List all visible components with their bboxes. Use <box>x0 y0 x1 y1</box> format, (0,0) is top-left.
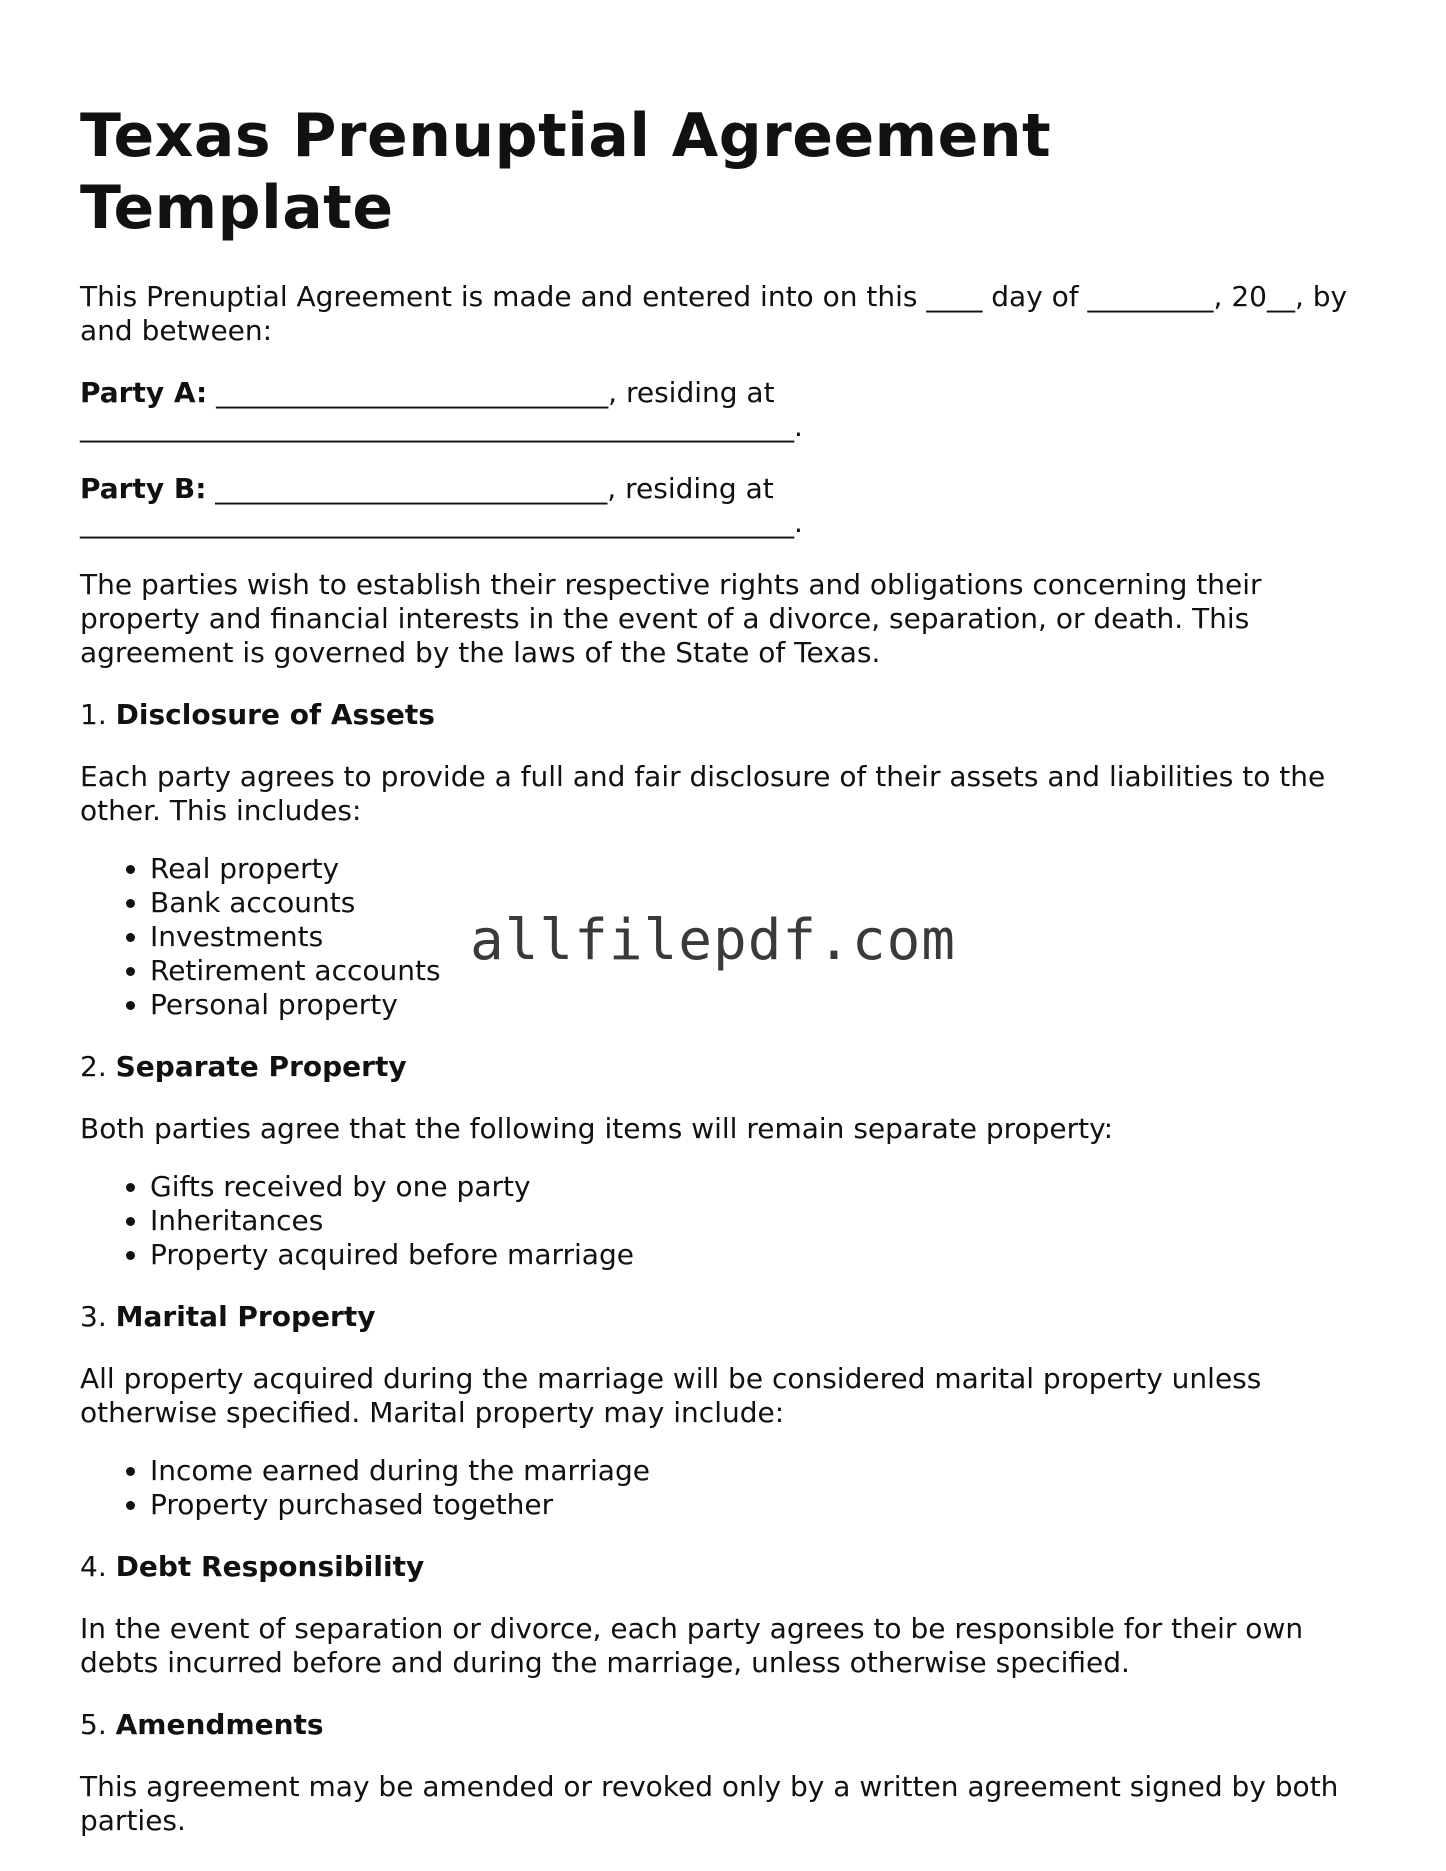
section-number: 4. <box>80 1550 107 1583</box>
party-b-name-blank: ____________________________, residing at <box>206 472 774 505</box>
section-3-text: All property acquired during the marriage will be considered marital property unless otherwise specified. Marital property may include: <box>80 1362 1262 1429</box>
list-item: • Investments <box>150 920 1380 954</box>
list-item: • Personal property <box>150 988 1380 1022</box>
section-title: Amendments <box>115 1708 324 1741</box>
section-title: Debt Responsibility <box>115 1550 425 1583</box>
section-number: 3. <box>80 1300 107 1333</box>
section-number: 2. <box>80 1050 107 1083</box>
list-item: • Property acquired before marriage <box>150 1238 1380 1272</box>
list-item: • Real property <box>150 852 1380 886</box>
list-item: • Inheritances <box>150 1204 1380 1238</box>
party-b-block <box>80 472 1380 540</box>
party-b-address-blank: ___________________________________________________. <box>80 506 803 539</box>
list-item: • Property purchased together <box>150 1488 1380 1522</box>
section-title: Marital Property <box>115 1300 376 1333</box>
section-5-text: This agreement may be amended or revoked only by a written agreement signed by both parties. <box>80 1770 1339 1837</box>
section-5-heading <box>80 1708 1380 1742</box>
party-a-label: Party A: <box>80 376 208 409</box>
party-a-block <box>80 376 1380 444</box>
list-item: • Income earned during the marriage <box>150 1454 1380 1488</box>
purpose-paragraph: The parties wish to establish their respective rights and obligations concerning their property and financial interests in the event of a divorce, separation, or death. This agreement is governed by the laws of the State of Texas. <box>80 568 1262 669</box>
section-title: Separate Property <box>115 1050 407 1083</box>
section-1-text: Each party agrees to provide a full and fair disclosure of their assets and liabilities to the other. This includes: <box>80 760 1326 827</box>
section-number: 5. <box>80 1708 107 1741</box>
section-2-text: Both parties agree that the following items will remain separate property: <box>80 1112 1114 1145</box>
section-4-text: In the event of separation or divorce, each party agrees to be responsible for their own debts incurred before and during the marriage, unless otherwise specified. <box>80 1612 1304 1679</box>
section-2-heading <box>80 1050 1380 1084</box>
list-item: • Bank accounts <box>150 886 1380 920</box>
page-title: Texas Prenuptial Agreement Template <box>80 101 1052 243</box>
section-3-heading <box>80 1300 1380 1334</box>
party-a-name-blank: ____________________________, residing at <box>207 376 775 409</box>
section-title: Disclosure of Assets <box>115 698 435 731</box>
section-1-heading <box>80 698 1380 732</box>
section-4-heading <box>80 1550 1380 1584</box>
intro-paragraph: This Prenuptial Agreement is made and entered into on this ____ day of _________, 20__, by and between: <box>80 280 1348 347</box>
section-2-list <box>80 1170 1380 1272</box>
list-item: • Gifts received by one party <box>150 1170 1380 1204</box>
party-b-label: Party B: <box>80 472 207 505</box>
list-item: • Retirement accounts <box>150 954 1380 988</box>
party-a-address-blank: ___________________________________________________. <box>80 410 803 443</box>
section-3-list <box>80 1454 1380 1522</box>
section-number: 1. <box>80 698 107 731</box>
watermark: allfilepdf.com <box>470 908 957 973</box>
